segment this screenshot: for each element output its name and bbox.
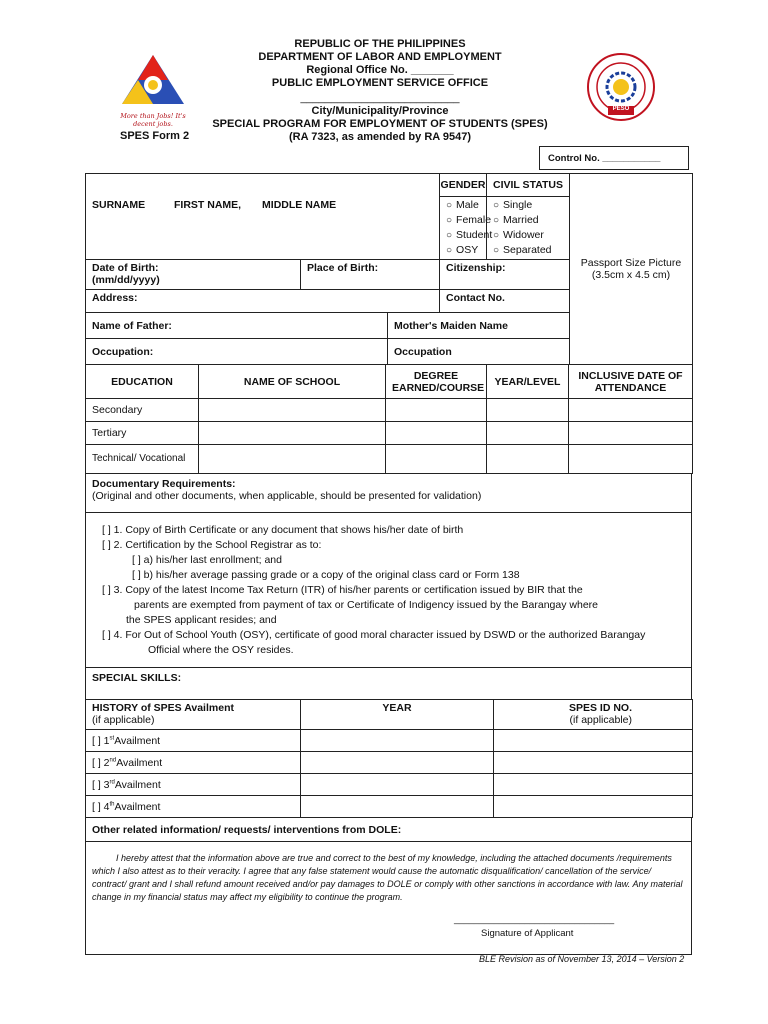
special-skills-field[interactable] — [86, 668, 692, 700]
history-year-header: YEAR — [301, 700, 494, 730]
contact-label: Contact No. — [446, 292, 505, 304]
availment-row[interactable]: [ ] 3rdAvailment — [86, 774, 301, 796]
control-no-label: Control No. ___________ — [548, 153, 661, 164]
history-id-label: SPES ID NO. — [568, 702, 632, 714]
doc-item-4-cont: Official where the OSY resides. — [148, 644, 294, 656]
special-skills-label: SPECIAL SKILLS: — [92, 672, 182, 684]
dole-logo — [118, 52, 188, 128]
photo-box — [570, 174, 693, 365]
doc-item-1[interactable]: [ ] 1. Copy of Birth Certificate or any document that shows his/her date of birth — [102, 524, 464, 536]
father-field[interactable] — [86, 313, 388, 339]
history-header — [86, 700, 301, 730]
attestation-text: I hereby attest that the information above are true and correct to the best of my knowledge, including the attached documents /requirements which I also attest as to their veracity. I agree that any false statement would cause the automatic disqualification/ cancellation of the service/ contract/ grant and I shall refund amount received and/or pay damages to DOLE or comply with other sanctions in accordance with law. Any material change in my financial status may affect my eligibility to continue the program. — [92, 853, 683, 902]
civil-married[interactable]: ○ Married — [493, 213, 563, 228]
edu-cell[interactable] — [199, 422, 386, 445]
gender-options — [440, 197, 493, 260]
address-label: Address: — [92, 292, 138, 304]
edu-row-label: Tertiary — [86, 422, 199, 445]
middle-name-label: MIDDLE NAME — [262, 198, 337, 211]
photo-size: (3.5cm x 4.5 cm) — [591, 269, 671, 281]
documents-title: Documentary Requirements: — [92, 478, 236, 490]
mother-field[interactable] — [388, 313, 570, 339]
education-table — [85, 364, 693, 474]
availment-row[interactable]: [ ] 1stAvailment — [86, 730, 301, 752]
other-info-label: Other related information/ requests/ interventions from DOLE: — [92, 823, 402, 836]
mother-label: Mother's Maiden Name — [394, 319, 508, 332]
citizenship-label: Citizenship: — [446, 262, 506, 274]
documents-header — [86, 474, 692, 513]
availment-year[interactable] — [301, 730, 494, 752]
gender-header: GENDER — [440, 174, 487, 197]
availment-id[interactable] — [494, 796, 693, 818]
attestation-box — [86, 842, 692, 955]
edu-row-label: Secondary — [86, 399, 199, 422]
edu-cell[interactable] — [569, 445, 693, 474]
header-line8: (RA 7323, as amended by RA 9547) — [289, 131, 471, 143]
edu-cell[interactable] — [569, 422, 693, 445]
edu-header-school: NAME OF SCHOOL — [199, 365, 386, 399]
dob-field[interactable] — [86, 260, 301, 290]
father-occupation-label: Occupation: — [92, 345, 154, 358]
edu-row-label: Technical/ Vocational — [86, 445, 199, 474]
header-line5: __________________________ — [300, 92, 460, 104]
dob-format: (mm/dd/yyyy) — [92, 274, 160, 286]
doc-item-3-cont: parents are exempted from payment of tax or Certificate of Indigency issued by the Barangay where — [134, 599, 598, 611]
edu-cell[interactable] — [386, 399, 487, 422]
mother-occupation-label: Occupation — [394, 345, 452, 358]
pob-field[interactable] — [301, 260, 440, 290]
civil-separated[interactable]: ○ Separated — [493, 243, 563, 258]
dole-logo-tagline: More than Jobs! It's decent jobs. — [120, 112, 186, 128]
header-line3: Regional Office No. _______ — [306, 64, 454, 76]
history-id-note: (if applicable) — [569, 714, 632, 726]
civil-widower[interactable]: ○ Widower — [493, 228, 563, 243]
peso-seal-badge: PESO — [612, 106, 630, 112]
availment-row[interactable]: [ ] 4thAvailment — [86, 796, 301, 818]
header-line7: SPECIAL PROGRAM FOR EMPLOYMENT OF STUDENTS (SPES) — [212, 118, 548, 130]
civil-options — [487, 197, 570, 260]
civil-status-header: CIVIL STATUS — [487, 174, 570, 197]
edu-header-dates: INCLUSIVE DATE OF ATTENDANCE — [569, 365, 693, 399]
mother-occupation-field[interactable] — [388, 339, 570, 365]
gender-osy[interactable]: ○ OSY — [446, 243, 480, 258]
dob-label: Date of Birth: — [92, 262, 159, 274]
header-line6: City/Municipality/Province — [311, 105, 449, 117]
history-title: HISTORY of SPES Availment — [92, 702, 234, 714]
citizenship-field[interactable] — [440, 260, 570, 290]
father-occupation-field[interactable] — [86, 339, 388, 365]
doc-item-4[interactable]: [ ] 4. For Out of School Youth (OSY), certificate of good moral character issued by DSWD or the authorized Barangay — [102, 629, 646, 641]
edu-cell[interactable] — [569, 399, 693, 422]
address-field[interactable] — [86, 290, 440, 313]
contact-field[interactable] — [440, 290, 570, 313]
gender-male[interactable]: ○ Male — [446, 198, 480, 213]
availment-id[interactable] — [494, 730, 693, 752]
other-table — [85, 817, 692, 955]
edu-cell[interactable] — [199, 445, 386, 474]
doc-item-2b[interactable]: [ ] b) his/her average passing grade or a copy of the original class card or Form 138 — [132, 569, 520, 581]
signature-label: Signature of Applicant — [481, 928, 574, 939]
doc-item-3[interactable]: [ ] 3. Copy of the latest Income Tax Return (ITR) of his/her parents or certification issued by BIR that the — [102, 584, 583, 596]
form-main — [85, 173, 692, 955]
other-info-field[interactable] — [86, 818, 692, 842]
personal-table — [85, 173, 693, 365]
doc-item-2[interactable]: [ ] 2. Certification by the School Registrar as to: — [102, 539, 322, 551]
doc-item-2a[interactable]: [ ] a) his/her last enrollment; and — [132, 554, 282, 566]
documents-table — [85, 473, 692, 700]
father-label: Name of Father: — [92, 319, 172, 332]
availment-row[interactable]: [ ] 2ndAvailment — [86, 752, 301, 774]
civil-single[interactable]: ○ Single — [493, 198, 563, 213]
header-line1: REPUBLIC OF THE PHILIPPINES — [294, 38, 466, 50]
edu-header-education: EDUCATION — [86, 365, 199, 399]
history-note: (if applicable) — [92, 714, 155, 726]
revision-footer: BLE Revision as of November 13, 2014 – Version 2 — [479, 954, 685, 964]
edu-cell[interactable] — [386, 445, 487, 474]
pob-label: Place of Birth: — [307, 262, 379, 274]
documents-list — [86, 513, 692, 668]
signature-line[interactable]: ________________________________ — [454, 914, 615, 924]
edu-cell[interactable] — [487, 422, 569, 445]
edu-cell[interactable] — [199, 399, 386, 422]
availment-year[interactable] — [301, 752, 494, 774]
documents-subtitle: (Original and other documents, when applicable, should be presented for validation) — [92, 490, 482, 502]
surname-label: SURNAME — [92, 198, 146, 211]
edu-cell[interactable] — [386, 422, 487, 445]
header-block — [180, 38, 580, 144]
form-label: SPES Form 2 — [120, 130, 190, 142]
availment-year[interactable] — [301, 796, 494, 818]
history-table — [85, 699, 693, 818]
availment-id[interactable] — [494, 774, 693, 796]
control-no-box[interactable] — [539, 146, 689, 170]
photo-label: Passport Size Picture — [580, 257, 682, 269]
history-id-header — [494, 700, 693, 730]
header-line2: DEPARTMENT OF LABOR AND EMPLOYMENT — [258, 51, 502, 63]
edu-header-year: YEAR/LEVEL — [487, 365, 569, 399]
gender-female[interactable]: ○ Female — [446, 213, 480, 228]
doc-item-3-cont: the SPES applicant resides; and — [126, 614, 277, 626]
edu-header-degree: DEGREE EARNED/COURSE — [386, 365, 487, 399]
edu-cell[interactable] — [487, 399, 569, 422]
availment-year[interactable] — [301, 774, 494, 796]
edu-cell[interactable] — [487, 445, 569, 474]
gender-student[interactable]: ○ Student — [446, 228, 480, 243]
header-line4: PUBLIC EMPLOYMENT SERVICE OFFICE — [271, 77, 489, 89]
availment-id[interactable] — [494, 752, 693, 774]
first-name-label: FIRST NAME, — [174, 198, 242, 211]
name-field[interactable] — [86, 197, 440, 260]
